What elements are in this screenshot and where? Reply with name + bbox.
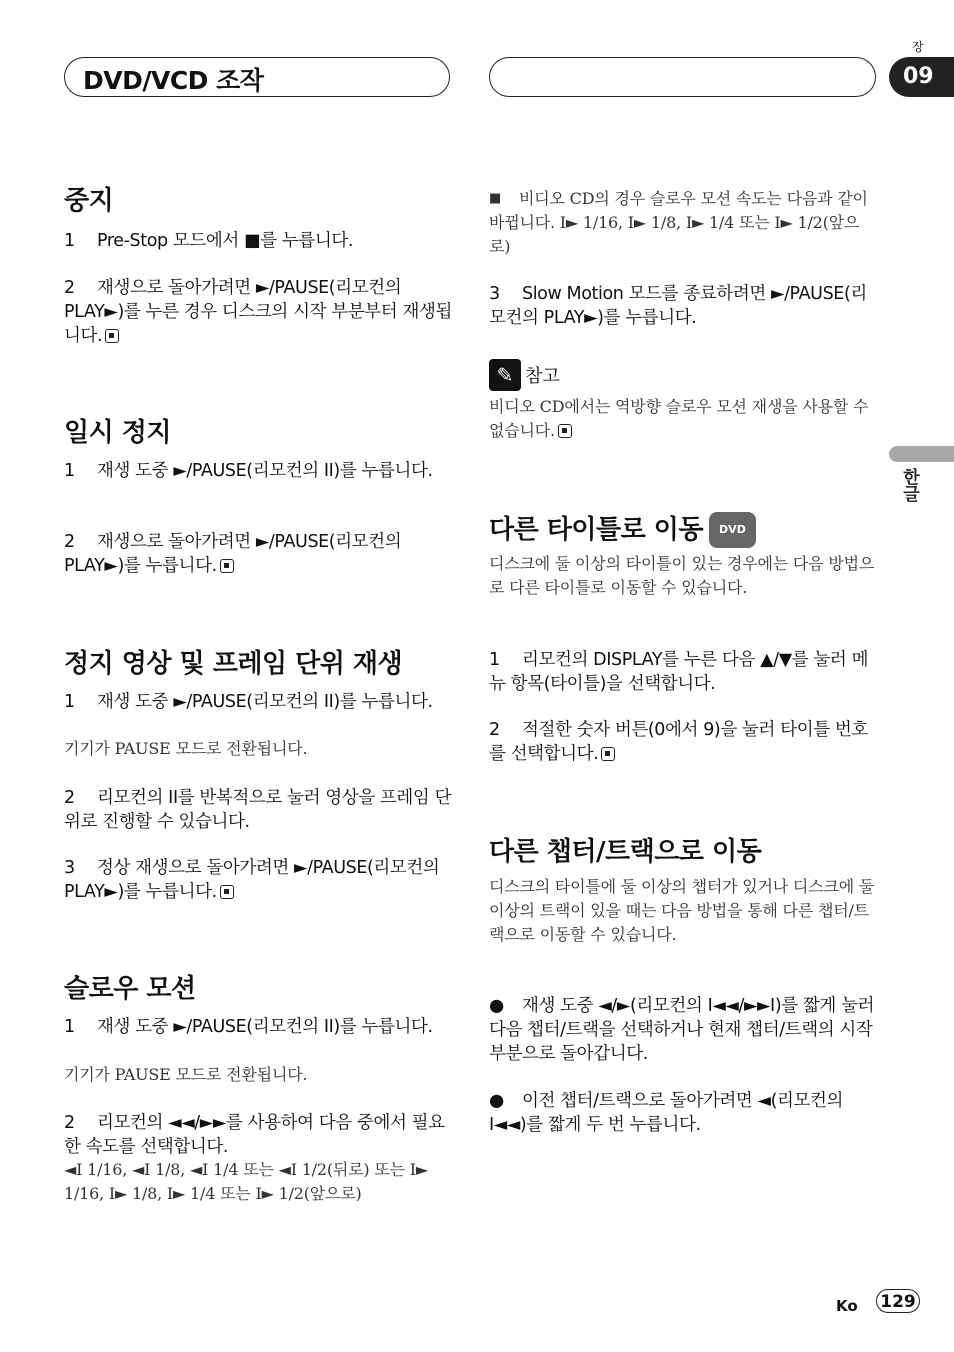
slow-section bbox=[64, 972, 452, 1006]
step-number: 1 bbox=[489, 650, 500, 670]
step-number: 1 bbox=[64, 692, 75, 712]
pause-step-1 bbox=[64, 459, 452, 483]
title-move-intro: 디스크에 둘 이상의 타이틀이 있는 경우에는 다음 방법으로 다른 타이틀로 이동할 수 있습니다. bbox=[489, 554, 875, 597]
step-number: 2 bbox=[489, 720, 500, 740]
chapter-label: 장 bbox=[912, 40, 924, 54]
header-blank-frame bbox=[489, 57, 876, 97]
footer-language: Ko bbox=[836, 1297, 858, 1315]
slow-step-3 bbox=[489, 282, 877, 330]
step-number: 2 bbox=[64, 532, 75, 552]
heading-text: 다른 타이틀로 이동 bbox=[489, 515, 704, 545]
stop-heading: 중지 bbox=[64, 186, 114, 216]
step-number: 2 bbox=[64, 278, 75, 298]
title-move-step-1 bbox=[489, 648, 877, 696]
title-move-step-2 bbox=[489, 718, 877, 766]
dvd-badge: DVD bbox=[709, 512, 756, 548]
round-bullet-icon: ● bbox=[489, 996, 504, 1016]
step-number: 2 bbox=[64, 788, 75, 808]
step-text: 재생 도중 ►/PAUSE(리모컨의 II)를 누릅니다. bbox=[97, 1017, 433, 1037]
step-number: 2 bbox=[64, 1113, 75, 1133]
header-title-frame bbox=[64, 57, 450, 97]
slow-step-2 bbox=[64, 1111, 452, 1159]
slow-step-2-desc: ◄I 1/16, ◄I 1/8, ◄I 1/4 또는 ◄I 1/2(뒤로) 또는 I► 1/16, I► 1/8, I► 1/4 또는 I► 1/2(앞으로) bbox=[64, 1160, 428, 1203]
page-number: 129 bbox=[876, 1289, 920, 1313]
step-text: 리모컨의 II를 반복적으로 눌러 영상을 프레임 단위로 진행할 수 있습니다. bbox=[64, 788, 452, 832]
step-text: 리모컨의 DISPLAY를 누른 다음 ▲/▼를 눌러 메뉴 항목(타이틀)을 선택합니다. bbox=[489, 650, 869, 694]
step-text: 재생 도중 ►/PAUSE(리모컨의 II)를 누릅니다. bbox=[97, 692, 433, 712]
chapter-move-heading: 다른 챕터/트랙으로 이동 bbox=[489, 837, 762, 867]
pencil-note-icon: ✎ bbox=[489, 359, 521, 391]
note-header bbox=[489, 359, 877, 391]
step-text: 리모컨의 ◄◄/►►를 사용하여 다음 중에서 필요한 속도를 선택합니다. bbox=[64, 1113, 445, 1157]
stop-step-1 bbox=[64, 229, 452, 253]
step-number: 1 bbox=[64, 231, 75, 251]
frame-step-2 bbox=[64, 786, 452, 834]
step-number: 1 bbox=[64, 1017, 75, 1037]
step-text: 적절한 숫자 버튼(0에서 9)을 눌러 타이틀 번호를 선택합니다. bbox=[489, 720, 868, 764]
step-text: 정상 재생으로 돌아가려면 ►/PAUSE(리모컨의 PLAY►)를 누릅니다. bbox=[64, 858, 440, 902]
slow-step-1 bbox=[64, 1015, 452, 1039]
end-mark-icon bbox=[601, 747, 615, 761]
title-move-heading bbox=[489, 512, 877, 548]
chapter-badge: 09 bbox=[889, 57, 954, 97]
frame-step-3 bbox=[64, 856, 452, 904]
section-title: DVD/VCD 조작 bbox=[83, 66, 264, 95]
pause-section bbox=[64, 416, 452, 450]
bullet-text: 비디오 CD의 경우 슬로우 모션 속도는 다음과 같이 바뀝니다. I► 1/16, I► 1/8, I► 1/4 또는 I► 1/2(앞으로) bbox=[489, 189, 868, 256]
slow-vcd-note bbox=[489, 187, 877, 259]
end-mark-icon bbox=[220, 885, 234, 899]
step-number: 3 bbox=[489, 284, 500, 304]
bullet-text: 이전 챕터/트랙으로 돌아가려면 ◄(리모컨의 I◄◄)를 짧게 두 번 누릅니다. bbox=[489, 1091, 844, 1135]
bullet-text: 재생 도중 ◄/►(리모컨의 I◄◄/►►I)를 짧게 눌러 다음 챕터/트랙을 선택하거나 현재 챕터/트랙의 시작 부분으로 돌아갑니다. bbox=[489, 996, 875, 1064]
step-text: 재생으로 돌아가려면 ►/PAUSE(리모컨의 PLAY►)를 누릅니다. bbox=[64, 532, 402, 576]
stop-section bbox=[64, 184, 452, 218]
stop-step-2 bbox=[64, 276, 452, 348]
note-text bbox=[489, 395, 877, 443]
pause-step-2 bbox=[64, 530, 452, 578]
frame-step-1 bbox=[64, 690, 452, 714]
language-side-label: 한글 bbox=[899, 468, 919, 502]
chapter-move-section bbox=[489, 835, 877, 869]
chapter-move-intro: 디스크의 타이틀에 둘 이상의 챕터가 있거나 디스크에 둘 이상의 트랙이 있을 때는 다음 방법을 통해 다른 챕터/트랙으로 이동할 수 있습니다. bbox=[489, 877, 875, 944]
frame-step-1-desc: 기기가 PAUSE 모드로 전환됩니다. bbox=[64, 739, 308, 758]
chapter-move-bullet-1 bbox=[489, 994, 877, 1066]
end-mark-icon bbox=[220, 559, 234, 573]
round-bullet-icon: ● bbox=[489, 1091, 504, 1111]
language-tab bbox=[889, 446, 954, 462]
step-text: 재생 도중 ►/PAUSE(리모컨의 II)를 누릅니다. bbox=[97, 461, 433, 481]
square-bullet-icon: ■ bbox=[489, 191, 502, 206]
end-mark-icon bbox=[105, 329, 119, 343]
slow-heading: 슬로우 모션 bbox=[64, 974, 196, 1004]
note-label: 참고 bbox=[525, 366, 560, 387]
step-text: Pre-Stop 모드에서 ■를 누릅니다. bbox=[97, 231, 354, 251]
frame-section bbox=[64, 647, 452, 681]
step-number: 3 bbox=[64, 858, 75, 878]
step-text: Slow Motion 모드를 종료하려면 ►/PAUSE(리모컨의 PLAY►)를 누릅니다. bbox=[489, 284, 867, 328]
step-number: 1 bbox=[64, 461, 75, 481]
pause-heading: 일시 정지 bbox=[64, 418, 172, 448]
end-mark-icon bbox=[558, 424, 572, 438]
frame-heading: 정지 영상 및 프레임 단위 재생 bbox=[64, 649, 403, 679]
note-body: 비디오 CD에서는 역방향 슬로우 모션 재생을 사용할 수 없습니다. bbox=[489, 397, 869, 440]
title-move-section bbox=[489, 512, 877, 548]
slow-step-1-desc: 기기가 PAUSE 모드로 전환됩니다. bbox=[64, 1065, 308, 1084]
step-text: 재생으로 돌아가려면 ►/PAUSE(리모컨의 PLAY►)를 누른 경우 디스크의 시작 부분부터 재생됩니다. bbox=[64, 278, 452, 346]
chapter-move-bullet-2 bbox=[489, 1089, 877, 1137]
